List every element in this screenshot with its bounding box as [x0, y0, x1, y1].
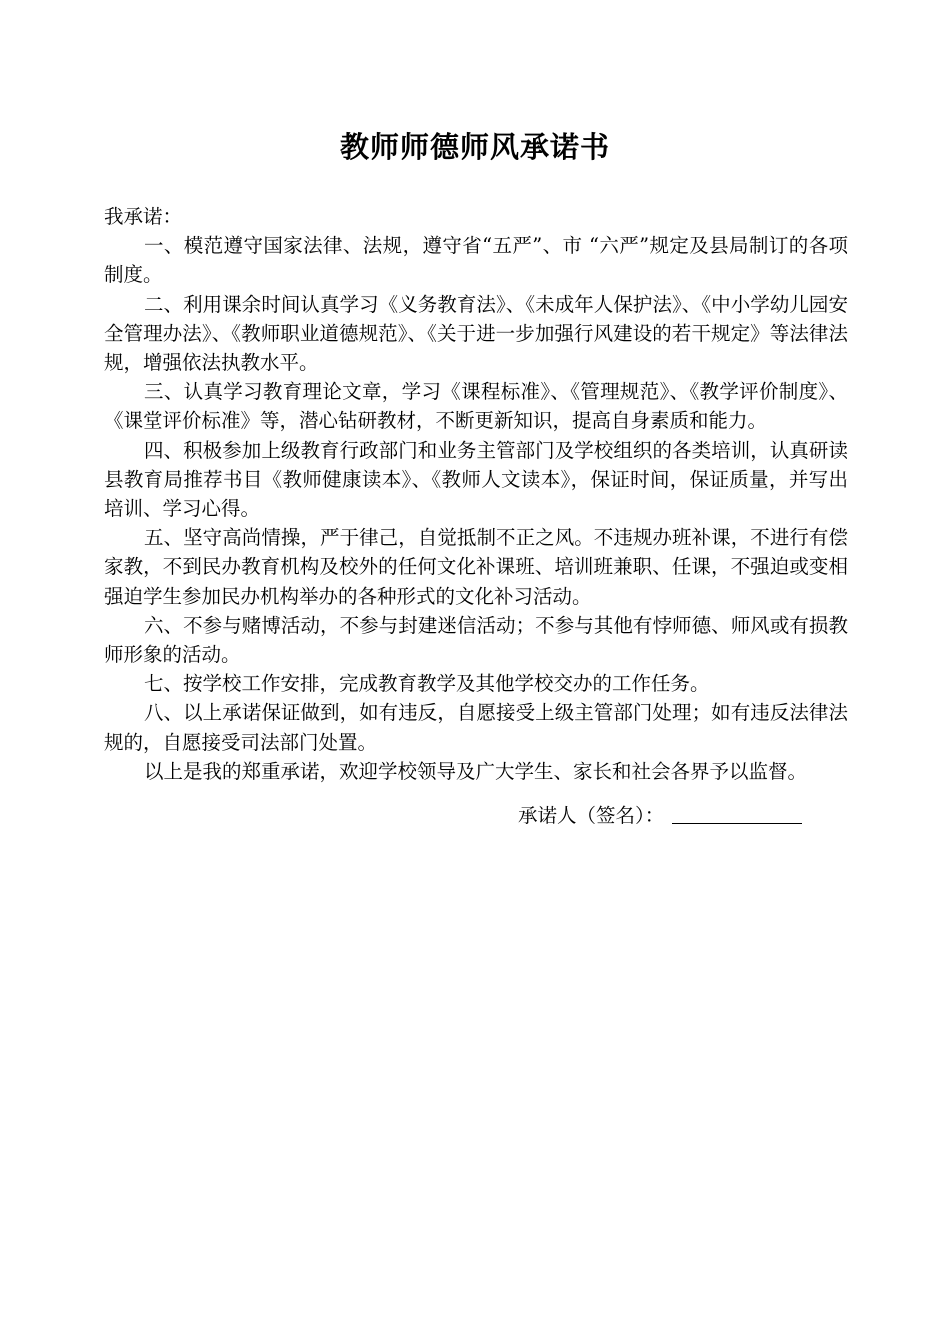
paragraph-1: 一、模范遵守国家法律、法规，遵守省“五严”、市 “六严”规定及县局制订的各项制度。 [104, 234, 848, 287]
page-title: 教师师德师风承诺书 [339, 130, 610, 164]
signature-block [518, 800, 802, 830]
signature-line [672, 801, 802, 824]
paragraph-7: 七、按学校工作安排，完成教育教学及其他学校交办的工作任务。 [144, 672, 710, 696]
paragraph-6: 六、不参与赌博活动，不参与封建迷信活动；不参与其他有悖师德、师风或有损教师形象的活动。 [104, 613, 848, 667]
signature-label: 承诺人（签名）： [518, 804, 665, 827]
paragraph-8: 八、以上承诺保证做到，如有违反，自愿接受上级主管部门处理；如有违反法律法规的，自愿接受司法部门处置。 [104, 701, 848, 754]
paragraph-2: 二、利用课余时间认真学习《义务教育法》、《未成年人保护法》、《中小学幼儿园安全管理办法》、《教师职业道德规范》、《关于进一步加强行风建设的若干规定》等法律法规，增强依法执教水平。 [104, 292, 848, 375]
opening-line: 我承诺： [104, 205, 183, 228]
document-body [104, 202, 848, 786]
paragraph-5: 五、坚守高尚情操，严于律己，自觉抵制不正之风。不违规办班补课，不进行有偿家教，不到民办教育机构及校外的任何文化补课班、培训班兼职、任课，不强迫或变相强迫学生参加民办机构举办的各种形式的文化补习活动。 [104, 526, 848, 608]
paragraph-3: 三、认真学习教育理论文章，学习《课程标准》、《管理规范》、《教学评价制度》、《课堂评价标准》等，潜心钻研教材，不断更新知识，提高自身素质和能力。 [104, 380, 848, 433]
closing-paragraph: 以上是我的郑重承诺，欢迎学校领导及广大学生、家长和社会各界予以监督。 [144, 759, 808, 783]
paragraph-4: 四、积极参加上级教育行政部门和业务主管部门及学校组织的各类培训，认真研读县教育局推荐书目《教师健康读本》、《教师人文读本》，保证时间，保证质量，并写出培训、学习心得。 [104, 438, 848, 521]
